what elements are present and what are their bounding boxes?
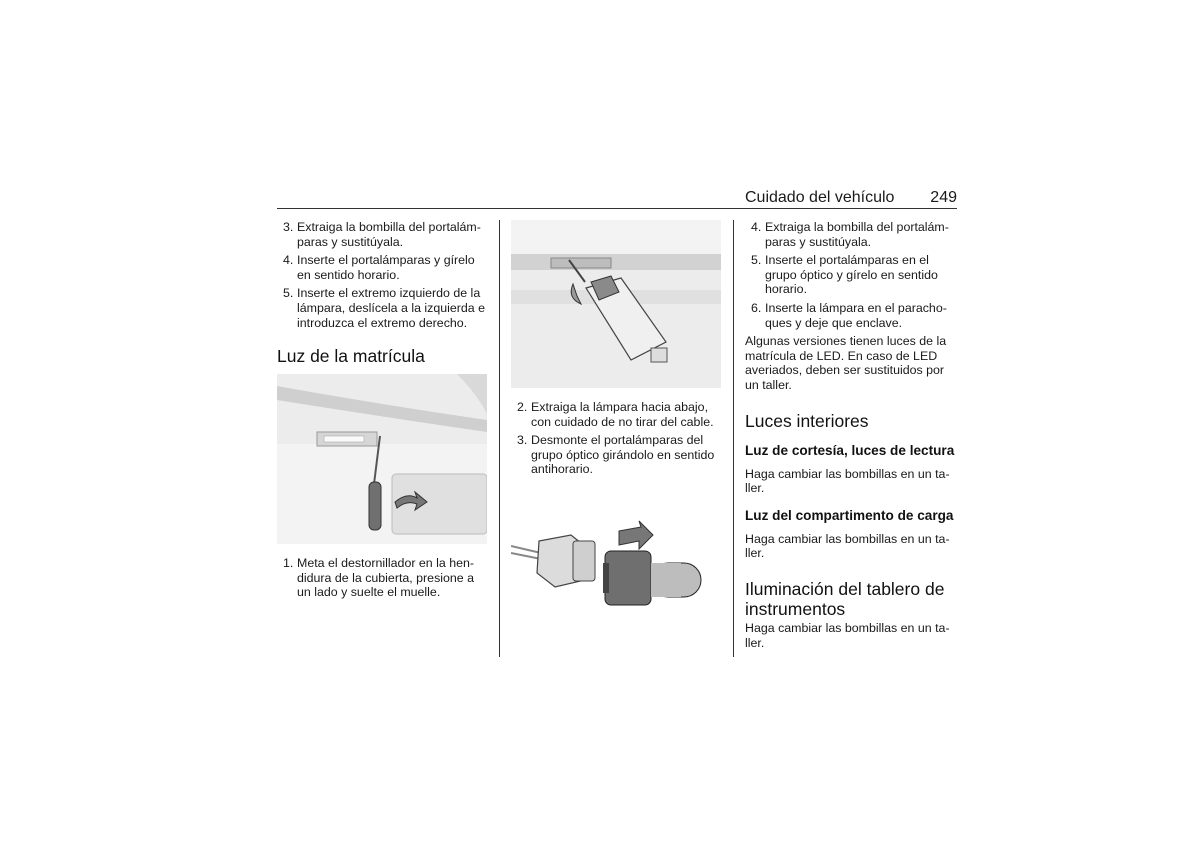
subheading-cargo: Luz del compartimento de carga [745,507,954,523]
list-item: 4. Inserte el portalámparas y gírelo en sentido horario. [283,253,475,282]
figure-license-plate-screwdriver [277,374,487,544]
list-item: 6. Inserte la lámpara en el parachoques y deje que enclave. [751,300,947,330]
list-item: 5. Inserte el extremo izquierdo de la lámpara, deslícela a la izquierda e introduzca el extremo derecho. [283,286,486,330]
page-number: 249 [930,189,957,206]
header-rule [277,208,957,209]
column-3 [745,220,957,650]
section-heading-license-plate: Luz de la matrícula [277,346,425,367]
column-divider-1 [499,220,500,657]
steps-list-3 [511,400,721,477]
list-item: 3. Desmonte el portalámparas del grupo óptico girándolo en sentido antihorario. [517,433,715,477]
section-heading-dashboard: Iluminación del tablero de instrumentos [745,578,945,619]
list-item: 4. Extraiga la bombilla del portalámparas y sustitúyala. [751,220,949,249]
subheading-courtesy: Luz de cortesía, luces de lectura [745,442,955,458]
figure-lamp-removal [511,220,721,388]
section-heading-interior: Luces interiores [745,410,869,431]
column-2 [511,220,721,641]
list-item: 5. Inserte el portalámparas en el grupo óptico y gírelo en sentido horario. [751,253,938,297]
list-item: 3. Extraiga la bombilla del portalámparas y sustitúyala. [283,220,481,249]
column-divider-2 [733,220,734,657]
column-1 [277,220,487,604]
list-item: 2. Extraiga la lámpara hacia abajo, con cuidado de no tirar del cable. [517,400,714,429]
list-item: 1. Meta el destornillador en la hendidura de la cubierta, presione a un lado y suelte el muelle. [283,556,475,600]
paragraph-courtesy: Haga cambiar las bombillas en un taller. [745,466,950,496]
led-note: Algunas versiones tienen luces de la matrícula de LED. En caso de LED averiados, deben ser sustituidos por un taller. [745,334,947,392]
page-header [735,187,957,209]
steps-list-2 [277,556,487,600]
paragraph-dashboard: Haga cambiar las bombillas en un taller. [745,620,950,650]
paragraph-cargo: Haga cambiar las bombillas en un taller. [745,531,950,561]
figure-bulb-socket [511,491,721,641]
steps-list-1 [277,220,487,330]
steps-list-4 [745,220,957,330]
running-header-section: Cuidado del vehículo [745,189,895,206]
